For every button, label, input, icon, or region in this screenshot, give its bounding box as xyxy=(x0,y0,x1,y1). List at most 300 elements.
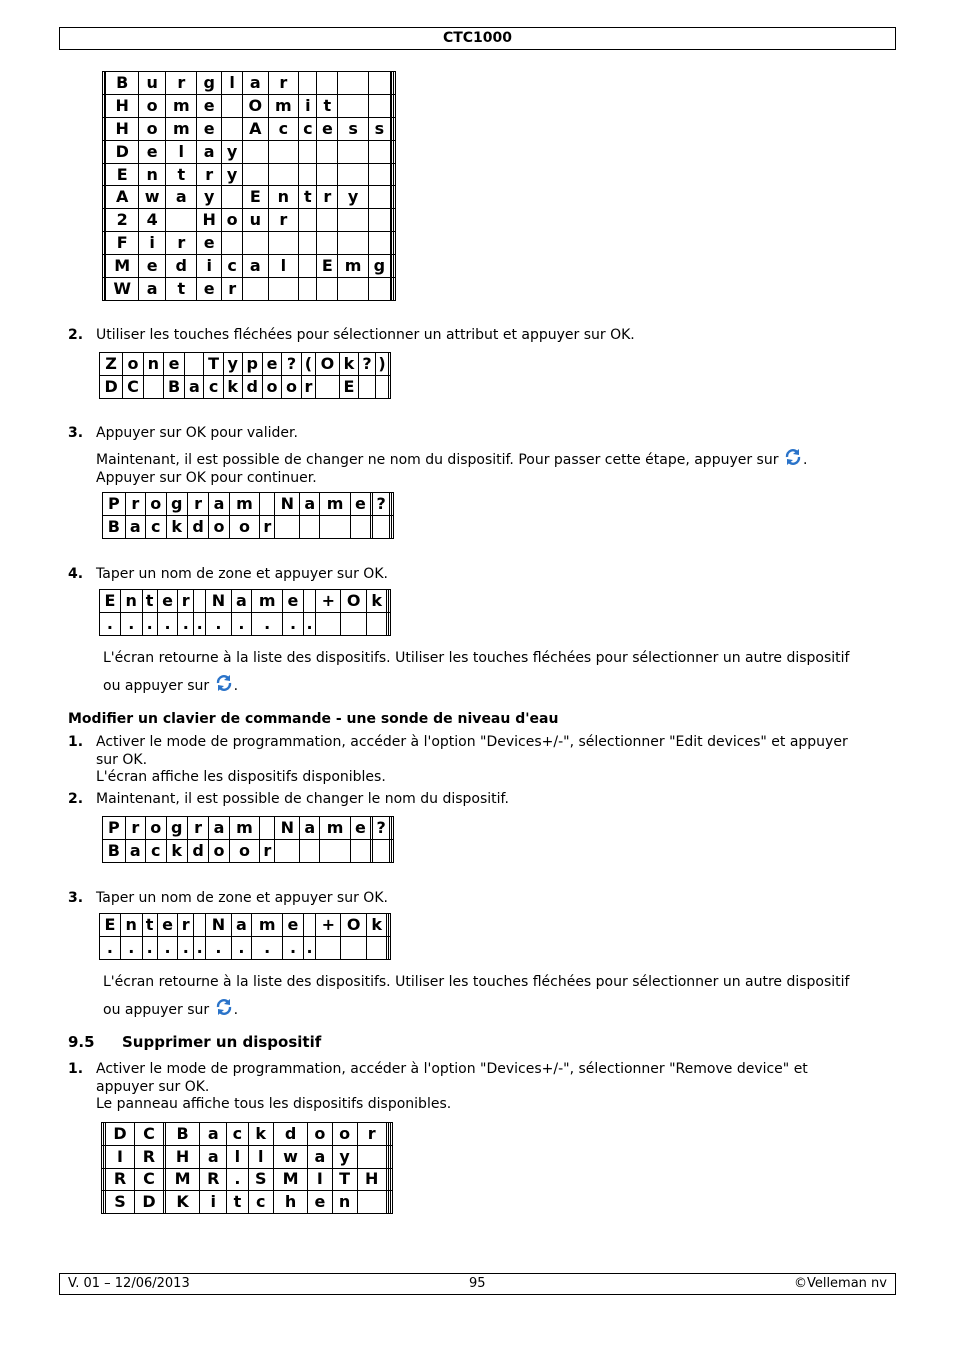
lcd-cell: N xyxy=(275,493,300,516)
lcd-cell: r xyxy=(317,186,338,209)
lcd-cell: W xyxy=(106,278,138,301)
lcd-cell: H xyxy=(357,1168,386,1191)
lcd-cell: e xyxy=(138,255,165,278)
lcd-cell: e xyxy=(197,232,222,255)
lcd-cell: ? xyxy=(282,353,301,376)
lcd-cell: a xyxy=(231,590,252,613)
lcd-row xyxy=(100,937,391,960)
lcd-cell: k xyxy=(248,1123,273,1146)
lcd-cell: m xyxy=(229,817,259,840)
lcd-cell: a xyxy=(197,140,222,163)
step-text-line: Activer le mode de programmation, accéder à l'option "Devices+/-", sélectionner "Remove device" et xyxy=(96,1061,808,1077)
lcd-row xyxy=(103,840,394,863)
lcd-cell: m xyxy=(320,493,350,516)
lcd-cell: e xyxy=(197,278,222,301)
lcd-cell: B xyxy=(165,1123,199,1146)
lcd-row xyxy=(103,516,394,539)
lcd-cell: T xyxy=(332,1168,357,1191)
lcd-cell xyxy=(367,937,387,960)
lcd-cell xyxy=(369,209,391,232)
lcd-cell: a xyxy=(185,376,204,399)
lcd-cell: r xyxy=(357,1123,386,1146)
lcd-cell: . xyxy=(227,1168,248,1191)
lcd-cell: o xyxy=(145,817,166,840)
lcd-cell: O xyxy=(341,590,367,613)
lcd-cell: . xyxy=(100,613,121,636)
paragraph-text: L'écran retourne à la liste des dispositifs. Utiliser les touches fléchées pour sélectionner un autre dispositif xyxy=(103,650,850,666)
lcd-cell: B xyxy=(103,516,126,539)
lcd-cell: . xyxy=(142,613,157,636)
lcd-cell xyxy=(389,376,391,399)
lcd-cell: ? xyxy=(372,817,390,840)
lcd-cell xyxy=(372,840,390,863)
lcd-cell xyxy=(338,232,369,255)
lcd-cell: c xyxy=(145,516,166,539)
lcd-cell: e xyxy=(262,353,281,376)
lcd-row xyxy=(103,817,394,840)
lcd-cell: E xyxy=(243,186,268,209)
lcd-cell: e xyxy=(350,817,370,840)
lcd-cell: D xyxy=(106,1123,135,1146)
lcd-cell: ? xyxy=(359,353,376,376)
lcd-cell xyxy=(299,232,317,255)
lcd-cell: n xyxy=(332,1191,357,1214)
lcd-cell xyxy=(243,232,268,255)
lcd-cell: r xyxy=(260,840,275,863)
lcd-cell: y xyxy=(332,1145,357,1168)
step-paragraph xyxy=(103,644,893,700)
lcd-cell: O xyxy=(243,94,268,117)
lcd-cell xyxy=(369,140,391,163)
lcd-cell: g xyxy=(166,493,187,516)
lcd-cell xyxy=(299,209,317,232)
lcd-cell: a xyxy=(200,1145,227,1168)
lcd-cell: e xyxy=(350,493,370,516)
lcd-cell: . xyxy=(231,937,252,960)
lcd-cell: n xyxy=(143,353,163,376)
lcd-cell: m xyxy=(166,117,197,140)
lcd-cell xyxy=(389,590,391,613)
lcd-cell xyxy=(389,353,391,376)
lcd-cell: a xyxy=(166,186,197,209)
lcd-cell: h xyxy=(273,1191,307,1214)
step-number: 3. xyxy=(68,890,84,906)
lcd-cell: y xyxy=(222,140,243,163)
sync-icon xyxy=(214,674,234,692)
lcd-cell: g xyxy=(369,255,391,278)
lcd-cell: P xyxy=(103,817,126,840)
lcd-cell: . xyxy=(120,613,142,636)
section-heading: Modifier un clavier de commande - une sonde de niveau d'eau xyxy=(68,711,559,727)
lcd-cell: e xyxy=(308,1191,332,1214)
lcd-cell xyxy=(338,278,369,301)
lcd-cell xyxy=(392,840,394,863)
step-paragraph xyxy=(96,448,886,487)
lcd-cell: . xyxy=(194,613,206,636)
lcd-cell: a xyxy=(125,516,145,539)
lcd-cell xyxy=(338,72,369,95)
lcd-cell: o xyxy=(332,1123,357,1146)
paragraph-text: Appuyer sur OK pour continuer. xyxy=(96,469,317,486)
lcd-cell: a xyxy=(200,1123,227,1146)
punctuation: . xyxy=(802,452,808,468)
step-paragraph xyxy=(103,968,893,1024)
lcd-cell: ) xyxy=(375,353,388,376)
lcd-cell: d xyxy=(187,516,208,539)
lcd-cell: i xyxy=(197,255,222,278)
lcd-row xyxy=(103,72,396,95)
lcd-cell: A xyxy=(106,186,138,209)
step-number: 2. xyxy=(68,327,84,343)
lcd-cell: E xyxy=(339,376,358,399)
lcd-cell: R xyxy=(106,1168,135,1191)
lcd-cell: a xyxy=(243,255,268,278)
lcd-cell xyxy=(300,516,320,539)
lcd-cell: c xyxy=(145,840,166,863)
lcd-cell: r xyxy=(301,376,315,399)
lcd-row xyxy=(102,1191,393,1214)
step-number: 2. xyxy=(68,791,84,807)
lcd-cell xyxy=(392,516,394,539)
lcd-cell: a xyxy=(138,278,165,301)
lcd-cell xyxy=(222,94,243,117)
lcd-cell: F xyxy=(106,232,138,255)
lcd-cell xyxy=(275,840,300,863)
step-text-line: sur OK. xyxy=(96,751,148,768)
lcd-cell: R xyxy=(134,1145,163,1168)
lcd-cell: c xyxy=(299,117,317,140)
lcd-row xyxy=(102,1145,393,1168)
lcd-row xyxy=(103,186,396,209)
lcd-cell: . xyxy=(283,613,304,636)
lcd-cell: . xyxy=(142,937,157,960)
lcd-cell: d xyxy=(187,840,208,863)
lcd-cell: a xyxy=(231,914,252,937)
lcd-cell xyxy=(260,817,275,840)
lcd-cell xyxy=(390,1168,392,1191)
lcd-cell: c xyxy=(204,376,223,399)
step-text-line: Le panneau affiche tous les dispositifs disponibles. xyxy=(96,1096,452,1112)
lcd-program-name xyxy=(102,492,394,539)
lcd-cell: . xyxy=(194,937,206,960)
lcd-cell: c xyxy=(268,117,299,140)
lcd-cell: C xyxy=(134,1123,163,1146)
step-text xyxy=(96,734,886,787)
lcd-cell: K xyxy=(165,1191,199,1214)
lcd-row xyxy=(103,278,396,301)
sync-icon xyxy=(783,448,803,466)
lcd-cell: m xyxy=(252,590,283,613)
lcd-cell: + xyxy=(316,914,341,937)
step-text xyxy=(96,1061,886,1114)
lcd-cell: k xyxy=(223,376,242,399)
lcd-cell xyxy=(369,94,391,117)
lcd-cell xyxy=(268,163,299,186)
lcd-cell: n xyxy=(120,590,142,613)
lcd-cell: m xyxy=(229,493,259,516)
page-footer xyxy=(59,1273,896,1295)
lcd-cell: e xyxy=(157,590,178,613)
lcd-cell: 4 xyxy=(138,209,165,232)
lcd-cell xyxy=(375,376,388,399)
lcd-cell: M xyxy=(106,255,138,278)
lcd-cell xyxy=(369,186,391,209)
lcd-cell: k xyxy=(166,840,187,863)
lcd-row xyxy=(103,94,396,117)
lcd-cell: o xyxy=(222,209,243,232)
lcd-cell xyxy=(268,140,299,163)
step-text: Maintenant, il est possible de changer le nom du dispositif. xyxy=(96,791,509,807)
lcd-row xyxy=(103,140,396,163)
lcd-cell xyxy=(389,937,391,960)
lcd-cell xyxy=(350,516,370,539)
lcd-row xyxy=(100,376,391,399)
lcd-cell xyxy=(299,72,317,95)
lcd-cell xyxy=(357,1145,386,1168)
lcd-cell: E xyxy=(100,590,121,613)
lcd-cell: a xyxy=(243,72,268,95)
lcd-cell: m xyxy=(320,817,350,840)
lcd-cell xyxy=(394,209,396,232)
lcd-cell xyxy=(392,493,394,516)
lcd-cell xyxy=(243,278,268,301)
lcd-cell: B xyxy=(103,840,126,863)
lcd-cell xyxy=(303,914,315,937)
lcd-cell: ( xyxy=(301,353,315,376)
lcd-cell: n xyxy=(138,163,165,186)
sync-icon xyxy=(214,998,234,1016)
lcd-row xyxy=(103,117,396,140)
lcd-cell xyxy=(338,94,369,117)
lcd-cell: k xyxy=(339,353,358,376)
lcd-cell xyxy=(394,72,396,95)
lcd-cell xyxy=(268,232,299,255)
lcd-cell xyxy=(166,209,197,232)
lcd-cell xyxy=(317,140,338,163)
lcd-cell xyxy=(194,914,206,937)
lcd-cell: M xyxy=(165,1168,199,1191)
lcd-cell: P xyxy=(103,493,126,516)
lcd-cell: O xyxy=(316,353,340,376)
lcd-cell xyxy=(299,140,317,163)
lcd-cell: e xyxy=(138,140,165,163)
lcd-cell xyxy=(320,516,350,539)
lcd-cell: o xyxy=(282,376,301,399)
lcd-program-name xyxy=(102,816,394,863)
lcd-cell: N xyxy=(206,914,231,937)
lcd-cell xyxy=(316,376,340,399)
lcd-cell: H xyxy=(106,94,138,117)
lcd-cell: o xyxy=(138,117,165,140)
step-text-line: Activer le mode de programmation, accéder à l'option "Devices+/-", sélectionner "Edit devices" et appuyer xyxy=(96,734,848,750)
lcd-cell: o xyxy=(262,376,281,399)
lcd-cell: a xyxy=(209,493,230,516)
lcd-cell: . xyxy=(252,613,283,636)
lcd-cell: o xyxy=(145,493,166,516)
lcd-cell: R xyxy=(200,1168,227,1191)
lcd-cell: . xyxy=(157,937,178,960)
lcd-cell: D xyxy=(100,376,123,399)
lcd-cell xyxy=(389,613,391,636)
lcd-cell: C xyxy=(134,1168,163,1191)
lcd-device-list xyxy=(101,1122,393,1214)
lcd-row xyxy=(102,1168,393,1191)
lcd-cell xyxy=(367,613,387,636)
paragraph-text: ou appuyer sur xyxy=(103,1002,210,1018)
step-text-line: appuyer sur OK. xyxy=(96,1078,210,1095)
lcd-cell: r xyxy=(197,163,222,186)
lcd-cell xyxy=(394,255,396,278)
lcd-cell: c xyxy=(227,1123,248,1146)
lcd-cell: . xyxy=(206,613,231,636)
lcd-cell: m xyxy=(338,255,369,278)
lcd-cell: r xyxy=(178,590,194,613)
lcd-cell xyxy=(394,232,396,255)
lcd-cell: r xyxy=(268,72,299,95)
lcd-cell: I xyxy=(106,1145,135,1168)
lcd-cell: r xyxy=(125,817,145,840)
lcd-cell: S xyxy=(248,1168,273,1191)
lcd-cell: k xyxy=(367,914,387,937)
lcd-cell: o xyxy=(209,840,230,863)
lcd-row xyxy=(100,613,391,636)
lcd-cell xyxy=(185,353,204,376)
lcd-cell: E xyxy=(100,914,121,937)
lcd-cell: d xyxy=(273,1123,307,1146)
lcd-cell: a xyxy=(209,817,230,840)
step-text: Taper un nom de zone et appuyer sur OK. xyxy=(96,890,388,906)
lcd-cell: . xyxy=(252,937,283,960)
lcd-cell: t xyxy=(227,1191,248,1214)
lcd-cell xyxy=(350,840,370,863)
lcd-cell: p xyxy=(242,353,262,376)
lcd-cell: r xyxy=(187,817,208,840)
punctuation: . xyxy=(233,678,239,694)
document-title: CTC1000 xyxy=(442,30,513,46)
lcd-cell xyxy=(369,163,391,186)
lcd-cell: s xyxy=(369,117,391,140)
lcd-cell xyxy=(222,117,243,140)
lcd-row xyxy=(103,232,396,255)
lcd-cell xyxy=(369,278,391,301)
lcd-cell: w xyxy=(138,186,165,209)
lcd-row xyxy=(103,209,396,232)
lcd-cell: S xyxy=(106,1191,135,1214)
step-text: Utiliser les touches fléchées pour sélectionner un attribut et appuyer sur OK. xyxy=(96,327,635,343)
lcd-cell xyxy=(394,278,396,301)
paragraph-text: L'écran retourne à la liste des dispositifs. Utiliser les touches fléchées pour sélectionner un autre dispositif xyxy=(103,974,850,990)
lcd-cell: o xyxy=(209,516,230,539)
lcd-row xyxy=(100,590,391,613)
lcd-cell: r xyxy=(166,232,197,255)
lcd-cell: T xyxy=(204,353,223,376)
lcd-cell: r xyxy=(187,493,208,516)
lcd-cell xyxy=(369,232,391,255)
footer-version: V. 01 – 12/06/2013 xyxy=(68,1276,190,1291)
lcd-cell xyxy=(317,72,338,95)
lcd-cell: g xyxy=(197,72,222,95)
lcd-cell: t xyxy=(299,186,317,209)
lcd-cell: i xyxy=(138,232,165,255)
lcd-cell: C xyxy=(123,376,144,399)
step-number: 3. xyxy=(68,425,84,441)
lcd-cell: o xyxy=(308,1123,332,1146)
lcd-cell xyxy=(394,140,396,163)
lcd-cell xyxy=(300,840,320,863)
lcd-cell xyxy=(390,1191,392,1214)
lcd-cell: D xyxy=(106,140,138,163)
lcd-cell xyxy=(143,376,163,399)
lcd-cell: e xyxy=(283,914,304,937)
lcd-cell: M xyxy=(273,1168,307,1191)
lcd-cell: u xyxy=(138,72,165,95)
lcd-cell: I xyxy=(308,1168,332,1191)
lcd-row xyxy=(100,353,391,376)
lcd-cell: g xyxy=(166,817,187,840)
lcd-cell xyxy=(394,117,396,140)
lcd-cell xyxy=(268,278,299,301)
lcd-cell: D xyxy=(134,1191,163,1214)
punctuation: . xyxy=(233,1002,239,1018)
lcd-cell: w xyxy=(273,1145,307,1168)
lcd-cell xyxy=(357,1191,386,1214)
lcd-cell: e xyxy=(283,590,304,613)
step-number: 1. xyxy=(68,734,84,750)
lcd-cell: u xyxy=(243,209,268,232)
lcd-cell: ? xyxy=(372,493,390,516)
lcd-cell xyxy=(317,278,338,301)
lcd-cell xyxy=(359,376,376,399)
lcd-cell: l xyxy=(227,1145,248,1168)
lcd-cell xyxy=(341,613,367,636)
lcd-cell: m xyxy=(252,914,283,937)
lcd-cell xyxy=(299,278,317,301)
lcd-cell xyxy=(394,186,396,209)
lcd-cell: y xyxy=(338,186,369,209)
lcd-cell xyxy=(222,186,243,209)
lcd-cell: e xyxy=(317,117,338,140)
lcd-cell xyxy=(299,163,317,186)
lcd-cell xyxy=(243,163,268,186)
lcd-cell: a xyxy=(125,840,145,863)
lcd-cell: d xyxy=(166,255,197,278)
lcd-cell: a xyxy=(300,493,320,516)
lcd-cell xyxy=(338,140,369,163)
lcd-cell xyxy=(243,140,268,163)
lcd-cell: k xyxy=(166,516,187,539)
lcd-cell xyxy=(390,1145,392,1168)
lcd-cell: r xyxy=(222,278,243,301)
lcd-cell: . xyxy=(303,937,315,960)
lcd-cell: a xyxy=(308,1145,332,1168)
lcd-cell: . xyxy=(231,613,252,636)
lcd-cell xyxy=(372,516,390,539)
lcd-cell: e xyxy=(163,353,184,376)
lcd-cell: . xyxy=(120,937,142,960)
lcd-cell: y xyxy=(223,353,242,376)
lcd-cell: N xyxy=(275,817,300,840)
lcd-cell: l xyxy=(166,140,197,163)
lcd-cell: E xyxy=(317,255,338,278)
lcd-cell: . xyxy=(178,937,194,960)
lcd-row xyxy=(103,163,396,186)
lcd-row xyxy=(103,255,396,278)
lcd-cell xyxy=(320,840,350,863)
lcd-cell: i xyxy=(299,94,317,117)
step-text: Appuyer sur OK pour valider. xyxy=(96,425,298,441)
lcd-cell: k xyxy=(367,590,387,613)
lcd-cell: o xyxy=(229,516,259,539)
